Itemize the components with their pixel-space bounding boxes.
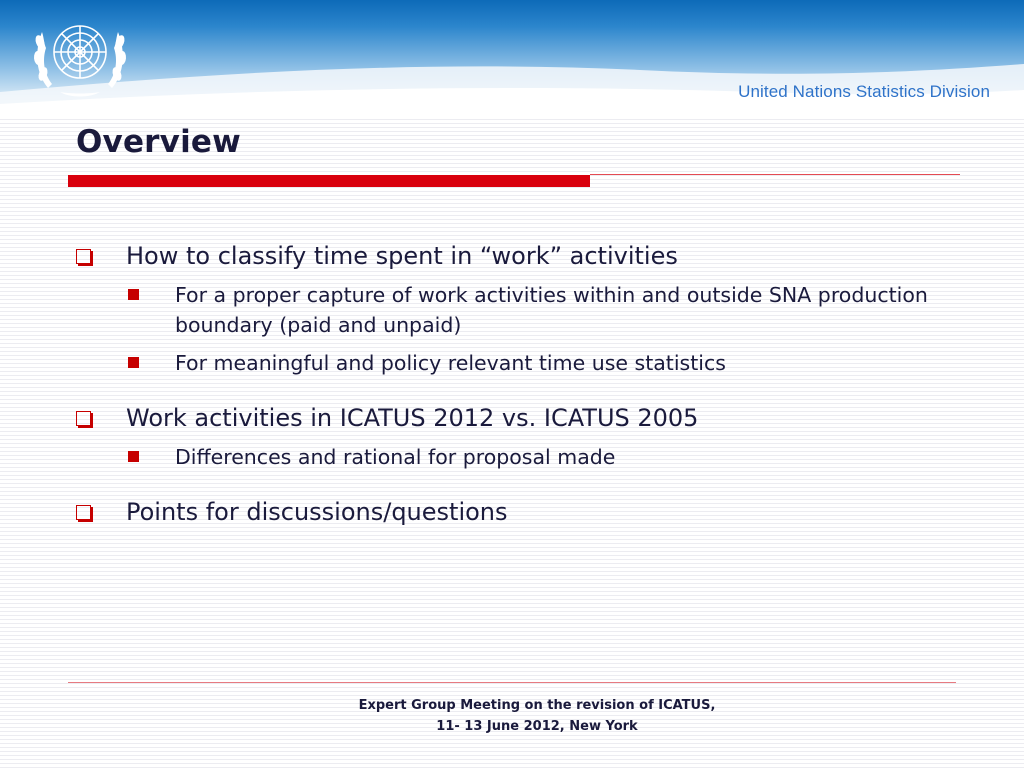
slide-header bbox=[0, 0, 1024, 118]
slide-title: Overview bbox=[76, 124, 241, 160]
sub-bullet-item bbox=[74, 442, 954, 472]
square-bullet-icon bbox=[128, 357, 139, 368]
sub-bullet-item bbox=[74, 280, 954, 340]
checkbox-bullet-icon bbox=[76, 411, 91, 426]
checkbox-bullet-icon bbox=[76, 249, 91, 264]
sub-bullet-text: For meaningful and policy relevant time use statistics bbox=[175, 351, 726, 375]
square-bullet-icon bbox=[128, 289, 139, 300]
sub-bullet-text: Differences and rational for proposal made bbox=[175, 445, 616, 469]
sub-bullet-item bbox=[74, 348, 954, 378]
square-bullet-icon bbox=[128, 451, 139, 462]
title-underline-thin bbox=[590, 174, 960, 175]
footer-line-2: 11- 13 June 2012, New York bbox=[436, 719, 638, 734]
title-underline-red bbox=[68, 175, 590, 187]
un-emblem-icon bbox=[26, 8, 134, 104]
bullet-text: Work activities in ICATUS 2012 vs. ICATUS 2005 bbox=[126, 404, 699, 432]
checkbox-bullet-icon bbox=[76, 505, 91, 520]
sub-bullet-text: For a proper capture of work activities within and outside SNA production boundary (paid and unpaid) bbox=[175, 283, 928, 337]
footer-line-1: Expert Group Meeting on the revision of ICATUS, bbox=[358, 698, 716, 713]
division-name: United Nations Statistics Division bbox=[738, 82, 990, 101]
bullet-text: Points for discussions/questions bbox=[126, 498, 508, 526]
bullet-item bbox=[74, 240, 954, 272]
bullet-text: How to classify time spent in “work” activities bbox=[126, 242, 678, 270]
footer-divider bbox=[68, 682, 956, 683]
bullet-item bbox=[74, 496, 954, 528]
bullet-item bbox=[74, 402, 954, 434]
bullet-list bbox=[74, 240, 954, 528]
